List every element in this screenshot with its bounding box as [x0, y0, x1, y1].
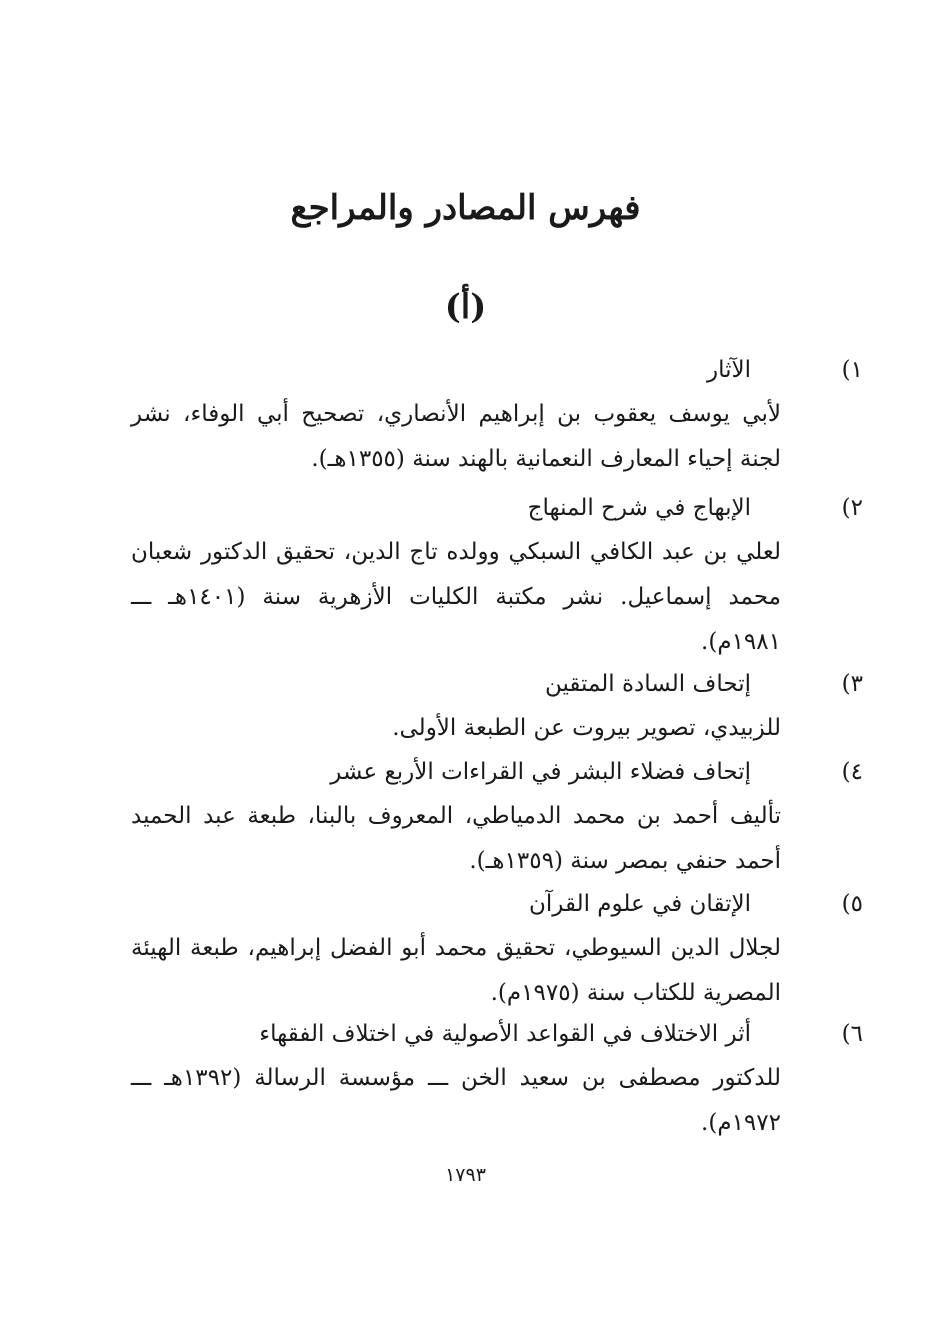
entry-description-line: للزبيدي، تصوير بيروت عن الطبعة الأولى. — [392, 715, 781, 741]
entry-description-line: لجلال الدين السيوطي، تحقيق محمد أبو الفضل إبراهيم، طبعة الهيئة — [131, 935, 781, 961]
entry-number: ٣) — [841, 671, 863, 697]
page-number: ١٧٩٣ — [445, 1164, 486, 1186]
entry-description-line: لأبي يوسف يعقوب بن إبراهيم الأنصاري، تصحيح أبي الوفاء، نشر — [131, 401, 781, 427]
section-letter-heading: (أ) — [444, 287, 487, 327]
entry-description-line: ١٩٧٢م). — [701, 1110, 781, 1136]
entry-heading — [131, 882, 863, 926]
entry-description-line: المصرية للكتاب سنة (١٩٧٥م). — [490, 980, 781, 1006]
entry-heading — [131, 750, 863, 794]
entry-title: إتحاف السادة المتقين — [544, 671, 751, 697]
entry-description-line: أحمد حنفي بمصر سنة (١٣٥٩هـ). — [469, 848, 781, 874]
entry-number: ٦) — [841, 1021, 863, 1047]
reference-entry-1 — [131, 348, 863, 482]
entry-number: ٥) — [841, 891, 863, 917]
entry-heading — [131, 1012, 863, 1056]
entry-description-line: للدكتور مصطفى بن سعيد الخن ـــ مؤسسة الرسالة (١٣٩٢هـ ـــ — [131, 1065, 781, 1091]
page-title: فهرس المصادر والمراجع — [290, 188, 641, 228]
reference-entry-2 — [131, 486, 863, 665]
reference-entry-4 — [131, 750, 863, 884]
entry-description-line: لعلي بن عبد الكافي السبكي وولده تاج الدين، تحقيق الدكتور شعبان — [131, 539, 781, 565]
reference-entry-6 — [131, 1012, 863, 1146]
entry-description-line: محمد إسماعيل. نشر مكتبة الكليات الأزهرية سنة (١٤٠١هـ ـــ — [131, 584, 781, 610]
entry-title: الإتقان في علوم القرآن — [528, 891, 751, 917]
entry-title: الآثار — [706, 357, 751, 383]
entry-title: إتحاف فضلاء البشر في القراءات الأربع عشر — [330, 759, 751, 785]
entry-heading — [131, 662, 863, 706]
entry-heading — [131, 486, 863, 530]
entry-heading — [131, 348, 863, 392]
entry-description-line: لجنة إحياء المعارف النعمانية بالهند سنة (١٣٥٥هـ). — [311, 446, 781, 472]
reference-entry-3 — [131, 662, 863, 751]
entry-description-line: تأليف أحمد بن محمد الدمياطي، المعروف بالبنا، طبعة عبد الحميد — [131, 803, 781, 829]
entry-description-line: ١٩٨١م). — [701, 629, 781, 655]
entry-number: ٤) — [841, 759, 863, 785]
reference-entry-5 — [131, 882, 863, 1016]
entry-title: أثر الاختلاف في القواعد الأصولية في اختلاف الفقهاء — [259, 1021, 751, 1047]
entry-number: ١) — [841, 357, 863, 383]
entry-title: الإبهاج في شرح المنهاج — [527, 495, 751, 521]
entry-number: ٢) — [841, 495, 863, 521]
